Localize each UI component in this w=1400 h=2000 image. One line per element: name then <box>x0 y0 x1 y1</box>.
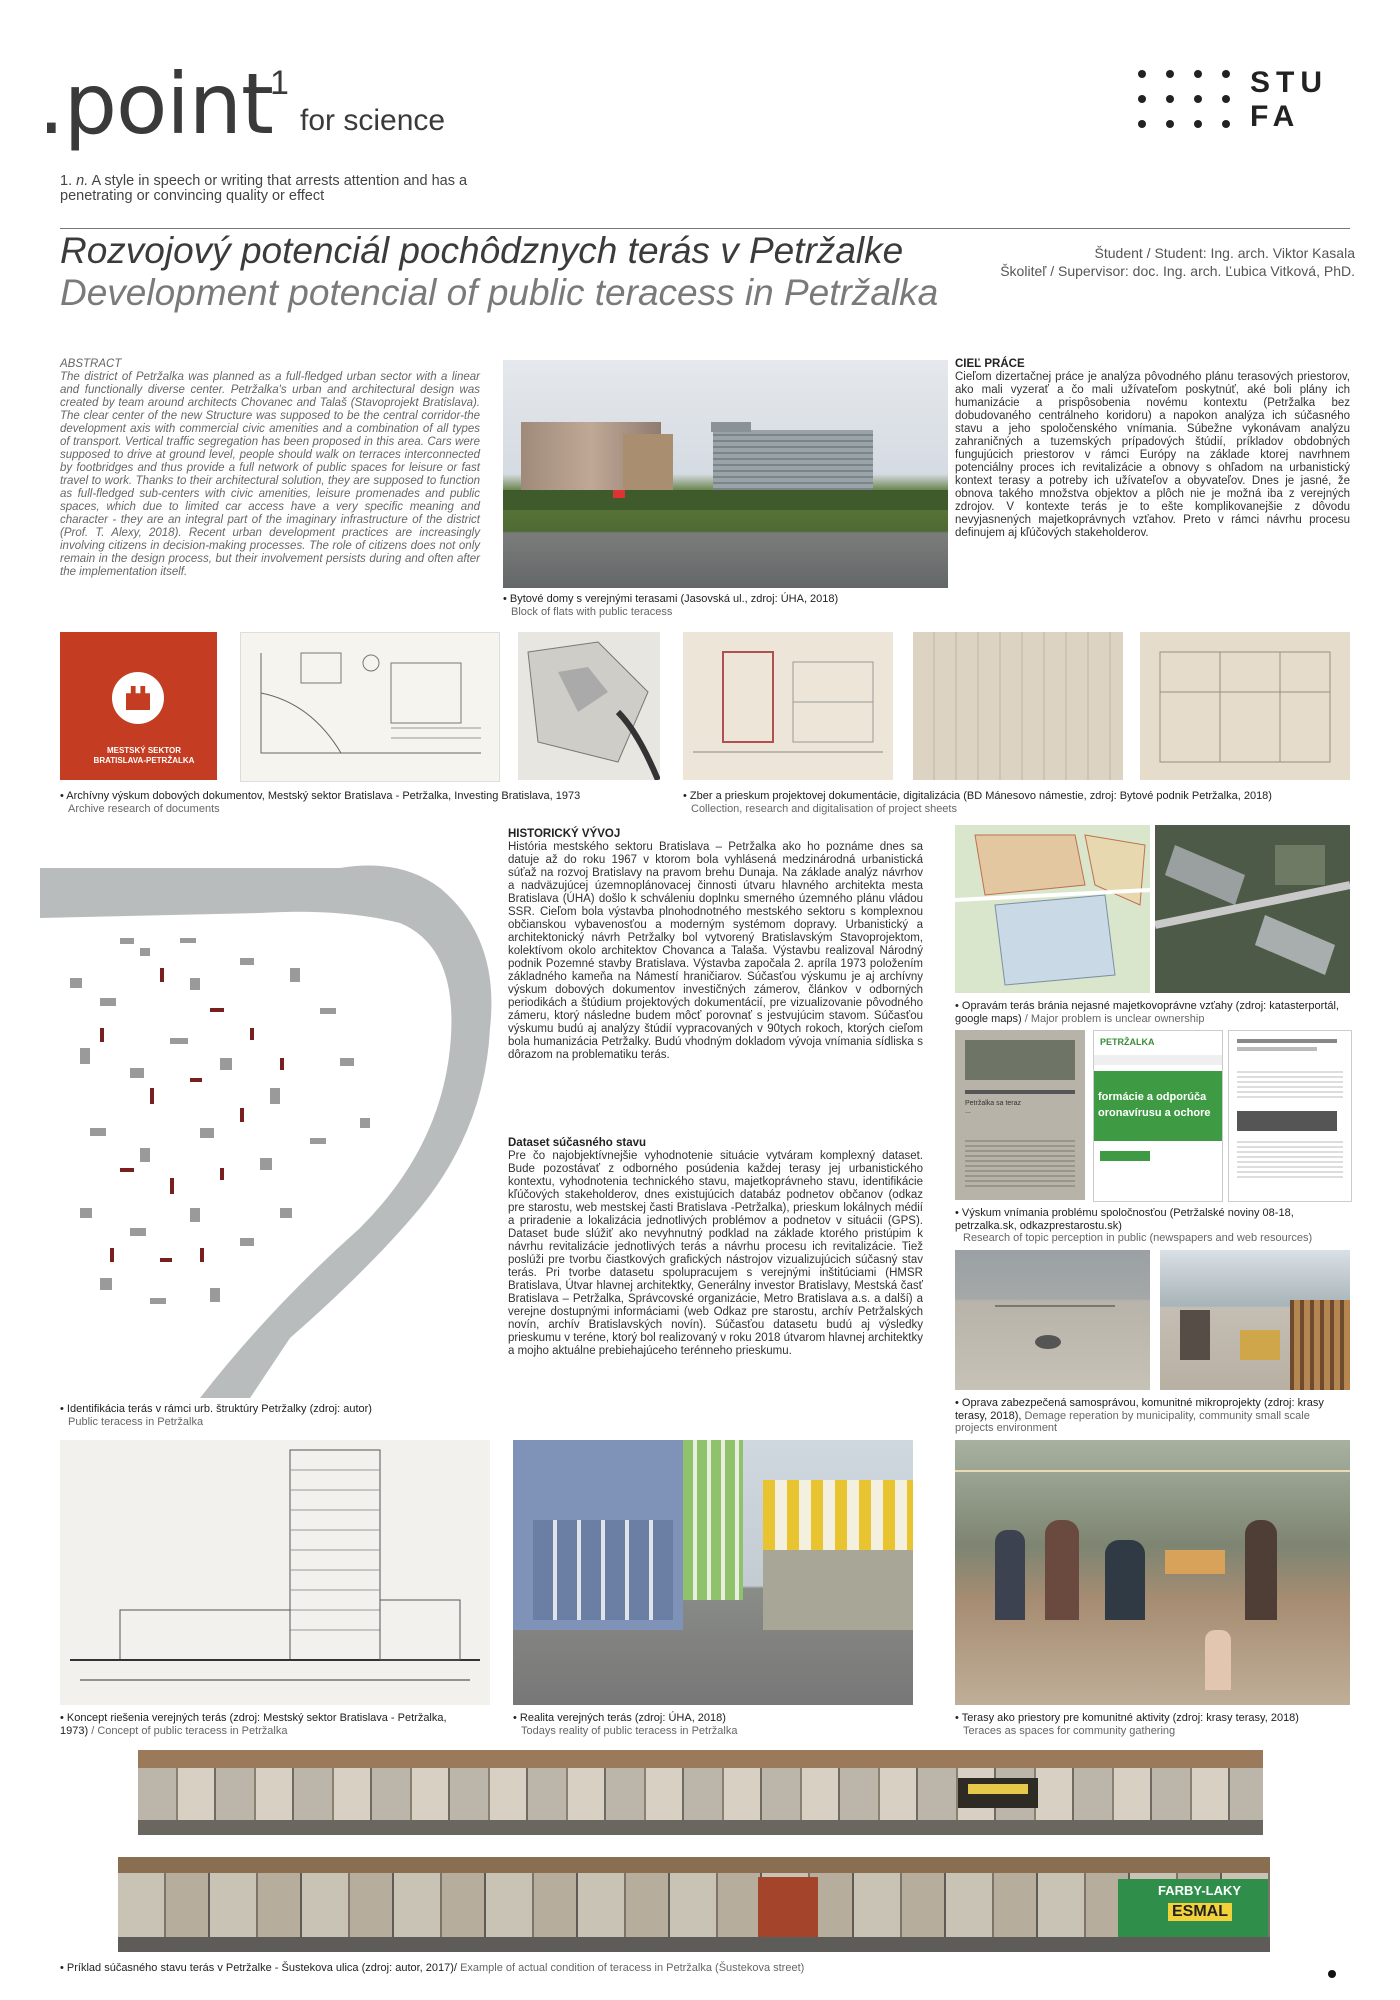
caption-en: Research of topic perception in public (newspapers and web resources) <box>963 1232 1313 1244</box>
history-section <box>508 828 923 1062</box>
cadastre-map <box>955 825 1150 993</box>
logo-line-2: FA <box>1250 100 1301 133</box>
caption-en: Collection, research and digitalisation of project sheets <box>691 802 957 815</box>
web-banner-line-2: oronavírusu a ochore <box>1098 1107 1211 1119</box>
brand-point: .point <box>38 55 273 153</box>
aerial-photo <box>1155 825 1350 993</box>
dataset-section <box>508 1137 923 1358</box>
caption-identification <box>60 1403 500 1428</box>
project-sheet-3 <box>1140 632 1350 780</box>
archive-map-photo <box>518 632 660 780</box>
web-odkaz-screenshot <box>1228 1030 1352 1202</box>
caption-perception <box>955 1207 1350 1245</box>
definition-number: 1. <box>60 173 73 189</box>
brand-superscript: 1 <box>270 64 289 102</box>
history-text: História mestského sektoru Bratislava – Petržalka ako ho poznáme dnes sa datuje až do roku 1967 v ktorom bola vyhlásená medzinárodná urbanistická súťaž na rozvoj Bratislavy na pravom brehu Dunaja. Na základe analýz návrhov a nadväzujúcej územnoplánovacej činnosti útvaru hlavného architekta mesta Bratislava (ÚHA) došlo k schváleniu doplnku smerného územného plánu vládou SSR. Cieľom bola výstavba plnohodnotného mestského sektoru s komplexnou občianskou vybavenosťou a moderným systémom dopravy. Urbanistický a architektonický návrh Petržalky bol vytvorený Bratislavským Stavoprojektom, kolektívom okolo architektov Chovanca a Talaša. Výstavbu realizoval Národný podnik Pozemné stavby Bratislava. Výstavba započala 2. apríla 1973 položením základného kameňa na Námestí hraničiarov. Súčasťou výskumu je aj archívny výskum dobových dokumentov investičných zámerov, článkov v odborných periodikách a štúdium projektových dokumentácií, pre vizualizovanie pôvodného zámeru, ktorý následne budem môcť porovnať s jestvujúcim stavom. Súčasťou výskumu budú aj analýzy štúdií vypracovaných v 90tych rokoch, ktorých cieľom bola humanizácia Petržalky. Budú vhodným dokladom vývoja vnímania sídliska s dôrazom na problematiku terás. <box>508 841 923 1061</box>
caption-sk: • Archívny výskum dobových dokumentov, Mestský sektor Bratislava - Petržalka, Investing Bratislava, 1973 <box>60 790 581 802</box>
credits <box>1000 244 1355 280</box>
caption-collection <box>683 790 1350 815</box>
caption-community <box>955 1712 1350 1737</box>
caption-repair <box>955 1397 1350 1435</box>
newspaper-photo <box>955 1030 1085 1200</box>
terrace-reality-photo <box>513 1440 913 1705</box>
caption-sk: • Zber a prieskum projektovej dokumentácie, digitalizácia (BD Mánesovo námestie, zdroj: Bytové podnik Petržalka, 2018) <box>683 790 1272 802</box>
shop-sign-esmal: ESMAL <box>1168 1903 1232 1921</box>
caption-example <box>60 1962 1260 1975</box>
newspaper-headline: Petržalka sa teraz ... <box>965 1100 1022 1115</box>
caption-sk: • Bytové domy s verejnými terasami (Jasovská ul., zdroj: ÚHA, 2018) <box>503 593 839 605</box>
goal-section <box>955 358 1350 540</box>
brand-definition <box>60 174 500 204</box>
photo-blocks-of-flats <box>503 360 948 588</box>
abstract <box>60 358 480 579</box>
definition-pos: n. <box>76 173 89 189</box>
caption-en: Public teracess in Petržalka <box>68 1415 204 1428</box>
caption-sk: • Identifikácia terás v rámci urb. štruktúry Petržalky (zdroj: autor) <box>60 1403 372 1415</box>
project-sheet-2 <box>913 632 1123 780</box>
caption-sk: • Výskum vnímania problému spoločnosťou (Petržalské noviny 08-18, petrzalka.sk, odkazprestarostu.sk) <box>955 1207 1294 1232</box>
caption-en: Demage reperation by municipality, community small scale projects environment <box>955 1409 1310 1434</box>
terrace-repair-photo <box>955 1250 1150 1390</box>
brand-tagline: for science <box>300 104 446 137</box>
goal-heading: CIEĽ PRÁCE <box>955 358 1025 370</box>
header-divider <box>60 228 1350 229</box>
goal-text: Cieľom dizertačnej práce je analýza pôvodného plánu terasových priestorov, ako mali vyzerať a čo mali užívateľom poskytnúť, aké boli plány ich humanizácie a prispôsobenia novému kontextu (Petržalka bez dobudovaného centrálneho koridoru) a napokon analýza ich súčasného stavu a jeho spoločenského vnímania. Súbežne vykonávam analýzu zahraničných a tuzemských prípadových štúdií, príkladov obdobných fungujúcich priestorov v rámci Európy na základe ktorej navrhnem potenciálny proces ich revitalizácie a obnovy s ohľadom na urbanistický kontext terasy a potreby ich užívateľov a obyvateľov. Dnes je jasné, že obnova takého množstva objektov a plôch nie je možná iba z verejných zdrojov. V kontexte terás je to ešte komplikovanejšie z dôvodu nevyjasnených majetkoprávnych vzťahov. Preto v rámci návrhu procesu definujem aj kľúčových stakeholderov. <box>955 371 1350 539</box>
caption-reality <box>513 1712 913 1737</box>
web-site-title: PETRŽALKA <box>1100 1037 1155 1047</box>
page-dot <box>1328 1970 1336 1978</box>
caption-sk: • Príklad súčasného stavu terás v Petržalke - Šustekova ulica (zdroj: autor, 2017)/ <box>60 1962 457 1974</box>
student-credit: Študent / Student: Ing. arch. Viktor Kasala <box>1094 245 1355 261</box>
caption-en: Teraces as spaces for community gathering <box>963 1724 1176 1737</box>
abstract-text: The district of Petržalka was planned as a full-fledged urban sector with a linear and functionally diverse center. Petržalka's urban and architectural design was created by team around architects Chovanec and Talaš (Stavoprojekt Bratislava). The clear center of the new Structure was supposed to be the central corridor-the development axis with commercial civic amenities and a combination of all types of transport. Vertical traffic segregation has been proposed in this area. Cars were supposed to drive at ground level, people should walk on terraces interconnected by footbridges and thus provide a full network of public spaces for leisure or fast travel to work. Thanks to their architectural solution, they are supposed to function as full-fledged sub-centers with civic amenities, leisure promenades and public spaces, which due to limited car access have a very specific meaning and character - they are an integral part of the imaginary infrastructure of the district (Prof. T. Alexy, 2018). Recent urban development practices are increasingly involving citizens in decision-making processes. The role of citizens does not only remain in the design process, but their involvement persists during and often after the implementation itself. <box>60 371 480 578</box>
web-banner-line-1: formácie a odporúča <box>1098 1091 1207 1103</box>
caption-sk: • Oprava zabezpečená samosprávou, komunitné mikroprojekty (zdroj: krasy terasy, 2018), <box>955 1397 1324 1422</box>
caption-sk: • Opravám terás bránia nejasné majetkovoprávne vzťahy (zdroj: katasterportál, google maps) <box>955 1000 1339 1025</box>
title-english: Development potencial of public teracess in Petržalka <box>60 272 939 313</box>
caption-sk: • Koncept riešenia verejných terás (zdroj: Mestský sektor Bratislava - Petržalka, 1973) <box>60 1712 447 1737</box>
caption-archive <box>60 790 700 815</box>
book-title-line-1: MESTSKÝ SEKTOR <box>106 746 182 755</box>
street-panorama-bottom <box>118 1857 1270 1952</box>
caption-sk: • Terasy ako priestory pre komunitné aktivity (zdroj: krasy terasy, 2018) <box>955 1712 1299 1724</box>
dataset-text: Pre čo najobjektívnejšie vyhodnotenie situácie vytváram komplexný dataset. Bude pozostávať z odborného posúdenia každej terasy jej urbanistického kontextu, vyhodnotenia technického stavu, majetkoprávneho stavu, identifikácie kľúčových stakeholderov, dnes existujúcich databáz podnetov občanov (odkaz pre starostu, web mestskej časti Bratislava -Petržalka), prieskum lokálnych médií a priradenie a lokalizácia jednotlivých problémov a podnetov v situácii (GPS). Dataset bude slúžiť ako nevyhnutný podklad na základe ktorého pristúpim k návrhu revitalizácie jednotlivých terás a návrhu procesu ich revitalizácie. Tiež poslúži pre tvorbu čiastkových grafických nástrojov vizualizujúcich súčasný stav terás. Pri tvorbe datasetu spolupracujem s verejnými inštitúciami (HMSR Bratislava, Útvar hlavnej architektky, Generálny investor Bratislavy, Mestská časť Bratislava – Petržalka, Správcovské organizácie, Metro Bratislava a.s. a další) a verejne dostupnými informáciami (web Odkaz pre starostu, archív Petržalských novín, archív Bratislavských novín). Súčasťou datasetu budú aj výsledky prieskumu v teréne, ktorý bol realizovaný v roku 2018 útvarom hlavnej architektky a mojho aktuálne prebiehajúceho terénneho prieskumu. <box>508 1150 923 1357</box>
caption-en: Example of actual condition of teracess in Petržalka (Šustekova street) <box>460 1962 805 1974</box>
archive-drawing-1 <box>240 632 500 782</box>
caption-en: Archive research of documents <box>68 802 220 815</box>
book-cover-image <box>60 632 217 780</box>
caption-ownership <box>955 1000 1350 1025</box>
title-slovak: Rozvojový potenciál pochôdznych terás v Petržalke <box>60 230 904 271</box>
logo-line-1: STU <box>1250 66 1328 99</box>
stu-logo-dots-icon <box>1138 70 1234 136</box>
supervisor-credit: Školiteľ / Supervisor: doc. Ing. arch. Ľubica Vitková, PhD. <box>1000 263 1355 279</box>
caption-en: Block of flats with public teracess <box>511 605 673 618</box>
definition-text: A style in speech or writing that arrests attention and has a penetrating or convincing quality or effect <box>60 173 468 204</box>
project-sheet-1 <box>683 632 893 780</box>
stu-logo-text <box>1250 66 1328 134</box>
caption-en: / Major problem is unclear ownership <box>1024 1012 1205 1025</box>
caption-en: Todays reality of public teracess in Petržalka <box>521 1724 738 1737</box>
shop-sign-farby: FARBY-LAKY <box>1158 1883 1242 1898</box>
dataset-heading: Dataset súčasného stavu <box>508 1137 647 1149</box>
web-petrzalka-screenshot <box>1093 1030 1223 1202</box>
caption-sk: • Realita verejných terás (zdroj: ÚHA, 2018) <box>513 1712 726 1724</box>
petrzalka-terrace-map <box>40 828 500 1398</box>
community-gathering-photo <box>955 1440 1350 1705</box>
concept-section-drawing <box>60 1440 490 1705</box>
caption-blocks-of-flats <box>503 593 948 618</box>
street-panorama-top <box>138 1750 1263 1835</box>
caption-en: / Concept of public teracess in Petržalka <box>91 1724 288 1737</box>
history-heading: HISTORICKÝ VÝVOJ <box>508 828 621 840</box>
caption-concept <box>60 1712 460 1737</box>
abstract-heading: ABSTRACT <box>60 358 122 370</box>
community-project-photo <box>1160 1250 1350 1390</box>
book-title-line-2: BRATISLAVA-PETRŽALKA <box>93 756 195 765</box>
